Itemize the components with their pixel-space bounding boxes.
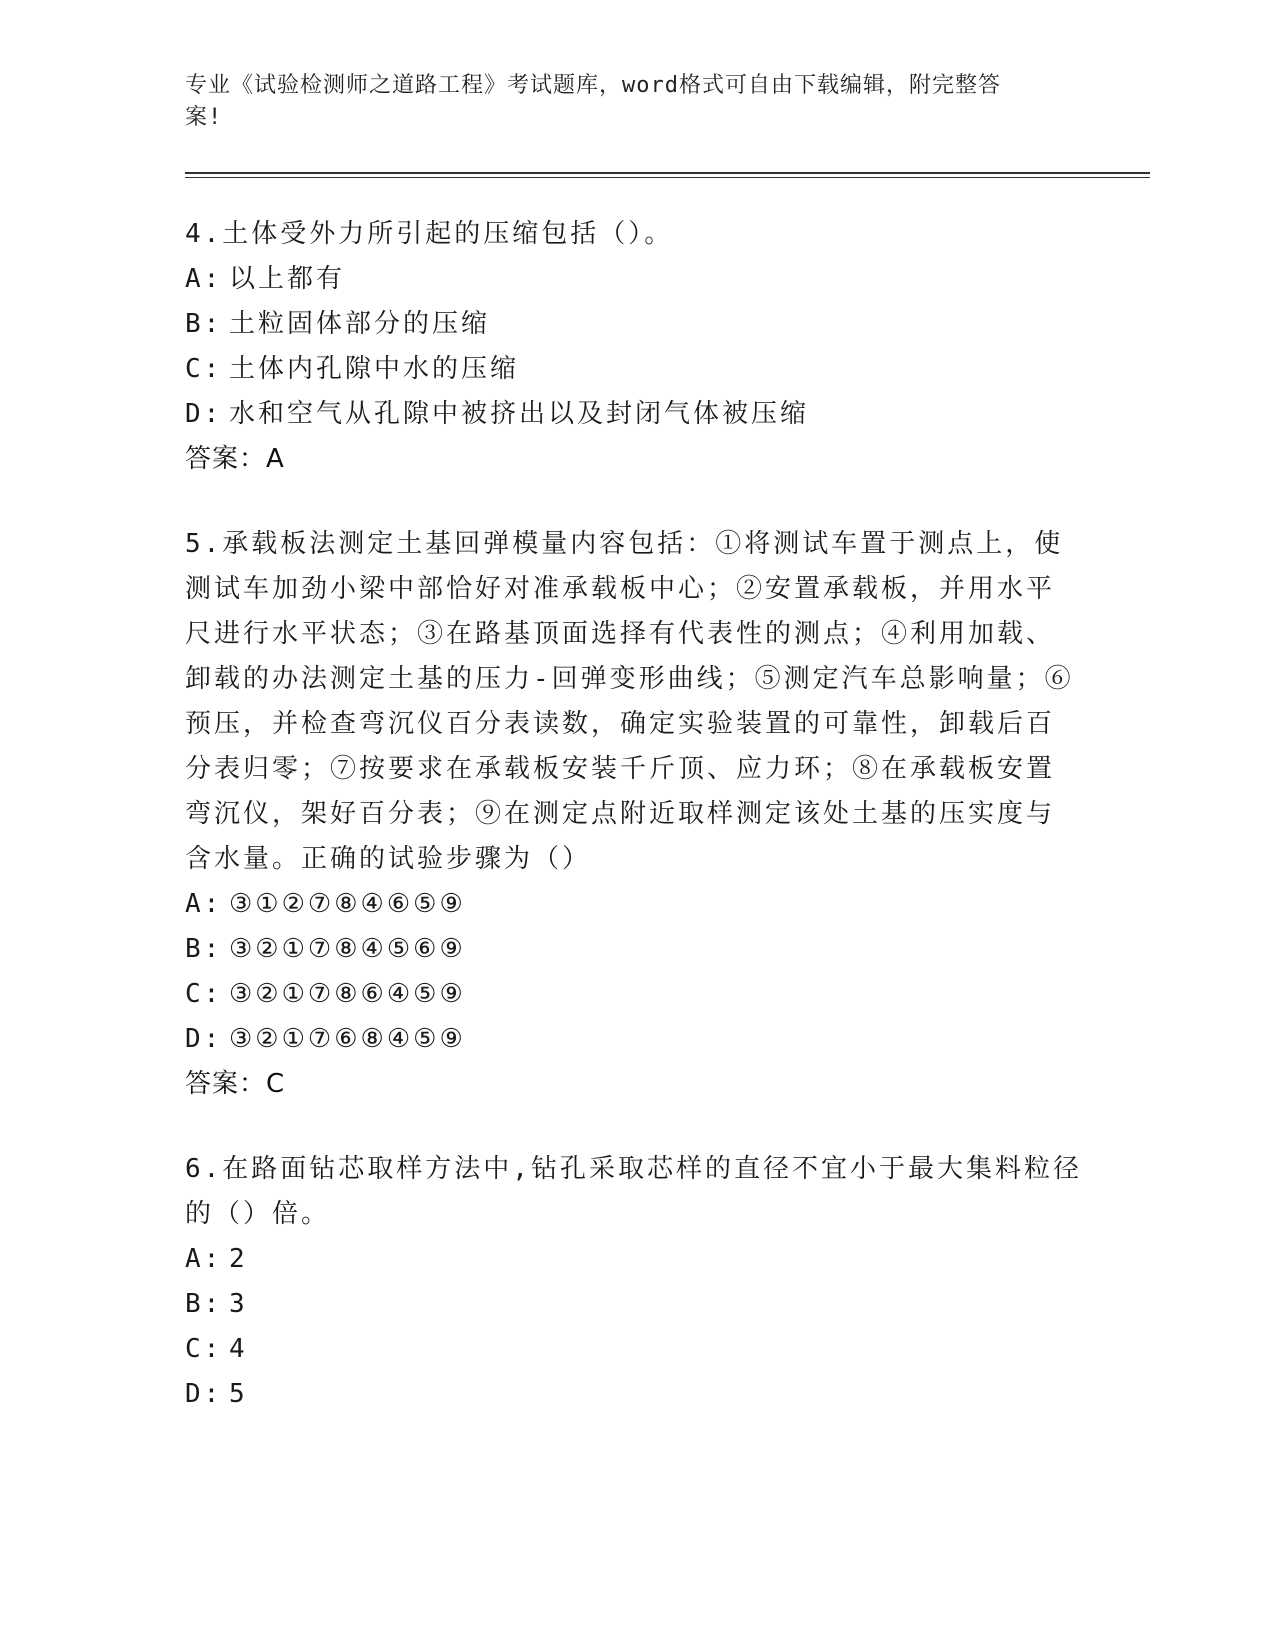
option-b <box>185 1282 1150 1327</box>
option-text: 水和空气从孔隙中被挤出以及封闭气体被压缩 <box>229 399 810 429</box>
option-label: B: <box>185 934 223 964</box>
option-text: 3 <box>229 1289 248 1319</box>
option-label: D: <box>185 1024 223 1054</box>
option-d <box>185 392 1150 437</box>
question-stem-line: 预压，并检查弯沉仪百分表读数，确定实验装置的可靠性，卸载后百 <box>185 709 1056 739</box>
option-text: ③①②⑦⑧④⑥⑤⑨ <box>229 889 466 919</box>
option-b <box>185 927 1150 972</box>
option-a <box>185 1237 1150 1282</box>
option-label: C: <box>185 354 223 384</box>
option-label: A: <box>185 1244 223 1274</box>
option-label: B: <box>185 309 223 339</box>
option-text: 土体内孔隙中水的压缩 <box>229 354 520 384</box>
header-line-2: 案! <box>185 105 223 130</box>
question-stem-line: 分表归零；⑦按要求在承载板安装千斤顶、应力环；⑧在承载板安置 <box>185 754 1056 784</box>
option-a <box>185 882 1150 927</box>
option-label: D: <box>185 399 223 429</box>
question-stem-line: 卸载的办法测定土基的压力-回弹变形曲线；⑤测定汽车总影响量；⑥ <box>185 664 1074 694</box>
question-stem-line: 测试车加劲小梁中部恰好对准承载板中心；②安置承载板，并用水平 <box>185 574 1056 604</box>
option-text: 2 <box>229 1244 248 1274</box>
question-stem: 4.土体受外力所引起的压缩包括（）。 <box>185 219 674 249</box>
question-5 <box>185 522 1150 1107</box>
option-text: ③②①⑦⑧④⑤⑥⑨ <box>229 934 466 964</box>
option-text: ③②①⑦⑥⑧④⑤⑨ <box>229 1024 466 1054</box>
question-6 <box>185 1147 1150 1417</box>
option-a <box>185 257 1150 302</box>
option-label: A: <box>185 889 223 919</box>
option-c <box>185 1327 1150 1372</box>
document-page <box>185 70 1150 1417</box>
option-text: ③②①⑦⑧⑥④⑤⑨ <box>229 979 466 1009</box>
option-b <box>185 302 1150 347</box>
header-divider <box>185 172 1150 178</box>
option-label: A: <box>185 264 223 294</box>
option-label: C: <box>185 1334 223 1364</box>
option-label: D: <box>185 1379 223 1409</box>
option-c <box>185 972 1150 1017</box>
question-stem-line: 含水量。正确的试验步骤为（） <box>185 844 592 874</box>
question-stem-line: 5.承载板法测定土基回弹模量内容包括：①将测试车置于测点上，使 <box>185 529 1064 559</box>
question-4 <box>185 212 1150 482</box>
answer-line: 答案：C <box>185 1069 286 1099</box>
question-stem-line: 弯沉仪，架好百分表；⑨在测定点附近取样测定该处土基的压实度与 <box>185 799 1056 829</box>
option-d <box>185 1017 1150 1062</box>
answer-line: 答案：A <box>185 444 285 474</box>
question-stem-line: 的（）倍。 <box>185 1199 331 1229</box>
option-label: B: <box>185 1289 223 1319</box>
option-c <box>185 347 1150 392</box>
question-stem-line: 6.在路面钻芯取样方法中,钻孔采取芯样的直径不宜小于最大集料粒径 <box>185 1154 1082 1184</box>
option-text: 以上都有 <box>229 264 346 294</box>
option-d <box>185 1372 1150 1417</box>
question-stem-line: 尺进行水平状态；③在路基顶面选择有代表性的测点；④利用加载、 <box>185 619 1056 649</box>
header-line-1: 专业《试验检测师之道路工程》考试题库，word格式可自由下载编辑，附完整答 <box>185 73 1001 98</box>
option-text: 土粒固体部分的压缩 <box>229 309 491 339</box>
option-label: C: <box>185 979 223 1009</box>
option-text: 5 <box>229 1379 248 1409</box>
option-text: 4 <box>229 1334 248 1364</box>
